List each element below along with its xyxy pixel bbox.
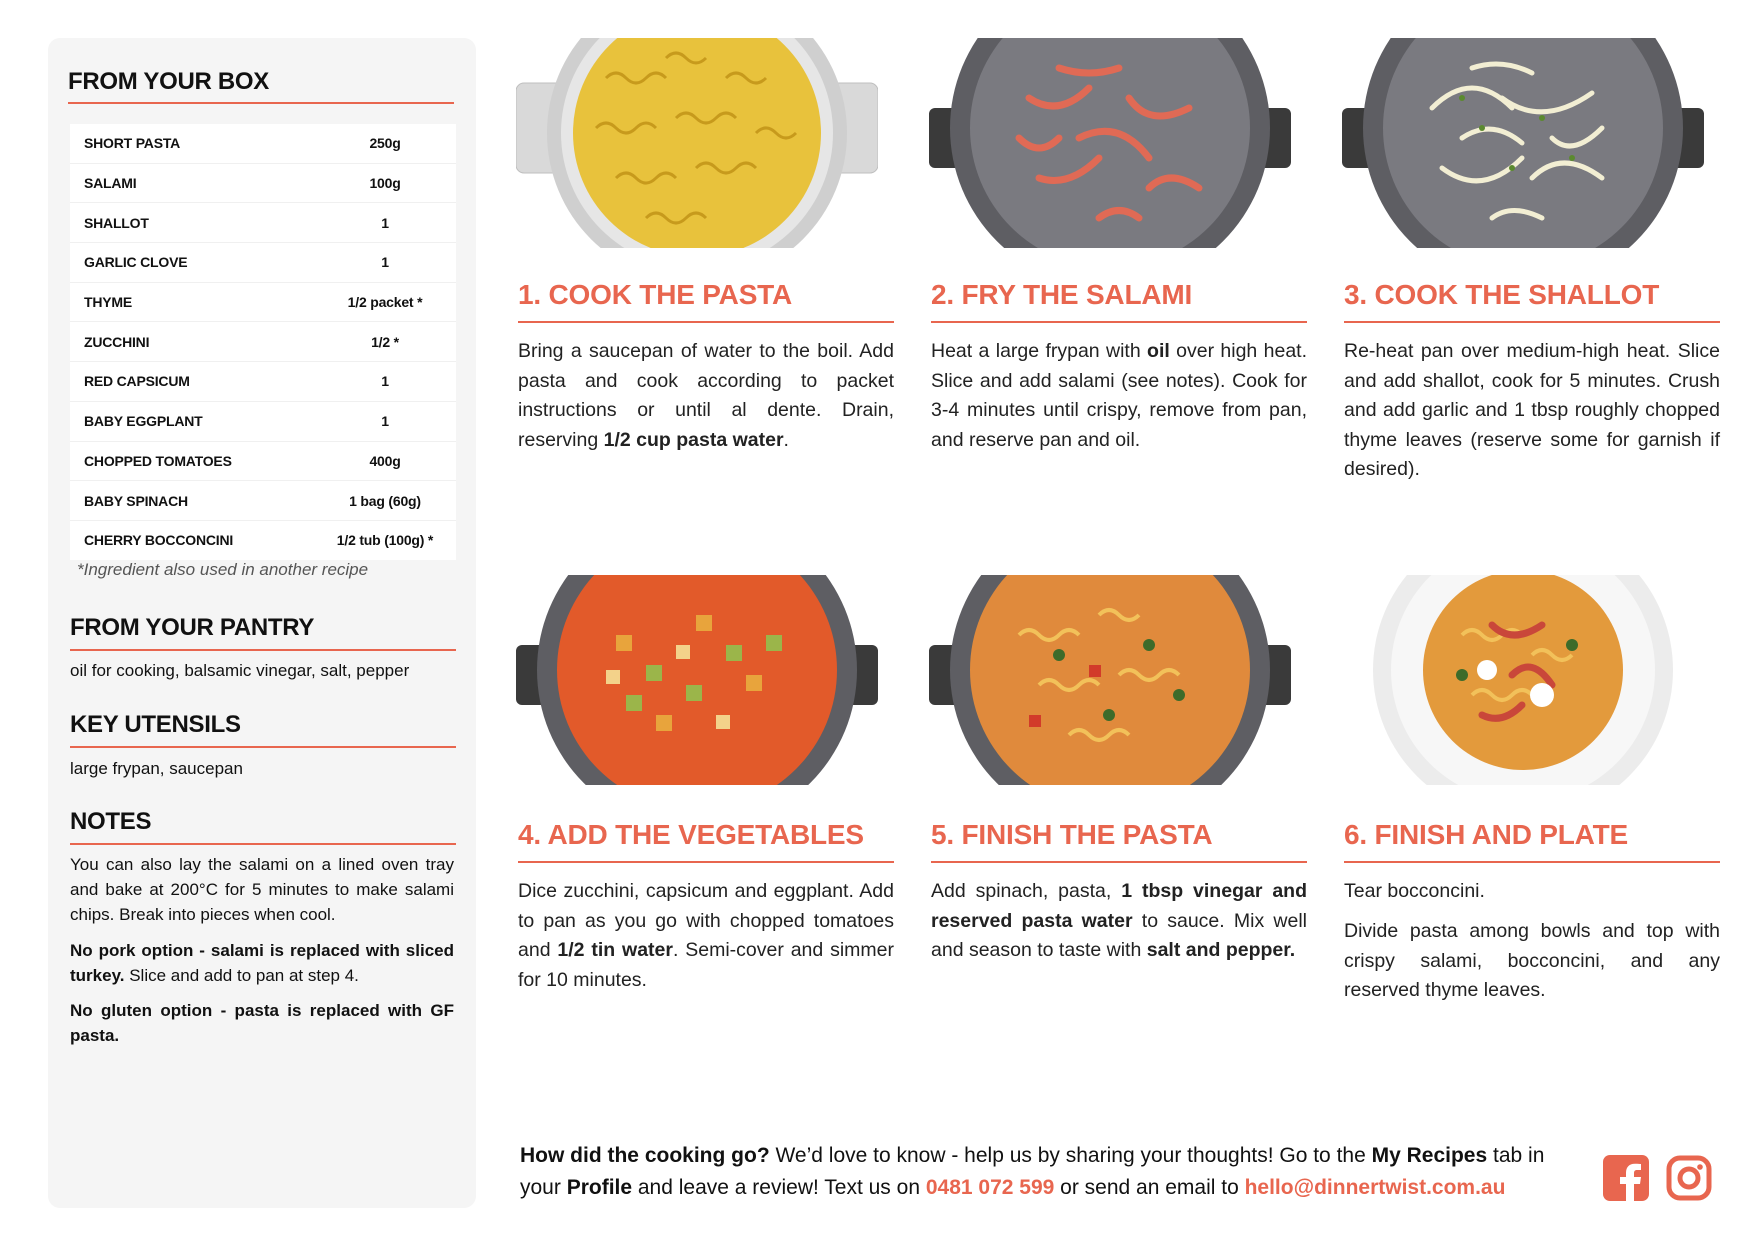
ingredient-name: GARLIC CLOVE (84, 254, 188, 271)
ingredient-row (70, 442, 456, 482)
my-recipes-link[interactable]: My Recipes (1371, 1144, 1488, 1167)
step-3-photo (1342, 38, 1704, 248)
divider (70, 843, 456, 845)
ingredient-row (70, 283, 456, 323)
divider (70, 746, 456, 748)
ingredient-name: SHORT PASTA (84, 135, 181, 152)
ingredient-row (70, 203, 456, 243)
ingredient-qty: 1/2 packet * (347, 294, 423, 311)
from-your-box-heading: FROM YOUR BOX (68, 68, 270, 95)
from-your-pantry-heading: FROM YOUR PANTRY (70, 614, 315, 641)
ingredient-row (70, 124, 456, 164)
ingredient-name: SALAMI (84, 175, 137, 192)
step-text-bold: 1 tbsp vinegar and reserved pasta water (931, 880, 1307, 932)
ingredient-qty: 1 (381, 254, 389, 271)
divider (518, 861, 894, 863)
footer-question: How did the cooking go? (520, 1144, 770, 1167)
step-3-text (1344, 337, 1720, 485)
ingredient-name: CHERRY BOCCONCINI (84, 532, 234, 549)
ingredient-row (70, 164, 456, 204)
step-6-title: 6. FINISH AND PLATE (1344, 819, 1628, 850)
notes-heading: NOTES (70, 808, 152, 835)
ingredient-footnote: *Ingredient also used in another recipe (77, 560, 369, 579)
step-5-title: 5. FINISH THE PASTA (931, 819, 1213, 850)
footer-text: tab in your (520, 1144, 1545, 1199)
notes-bold: No pork option - salami is replaced with sliced turkey. (70, 941, 454, 985)
step-6-text: Tear bocconcini. (1344, 880, 1485, 902)
step-4-title: 4. ADD THE VEGETABLES (518, 819, 864, 850)
email-link[interactable]: hello@dinnertwist.com.au (1244, 1176, 1506, 1199)
step-text-span: over high heat. Slice and add salami (see notes). Cook for 3-4 minutes until crispy, remove from pan, and reserve pan and oil. (931, 340, 1308, 451)
ingredient-qty: 1 (381, 214, 389, 231)
ingredient-qty: 1/2 tub (100g) * (336, 532, 434, 549)
ingredient-name: RED CAPSICUM (84, 373, 190, 390)
step-text-bold: 1/2 cup pasta water (603, 428, 784, 451)
step-text-span: to sauce. Mix well and season to taste with (931, 909, 1308, 961)
step-text-span: Dice zucchini, capsicum and eggplant. Add to pan as you go with chopped tomatoes and (518, 880, 894, 961)
step-5-photo (929, 575, 1291, 785)
profile-link[interactable]: Profile (566, 1176, 633, 1199)
ingredient-row (70, 481, 456, 521)
step-5-text (931, 877, 1307, 966)
ingredient-qty: 250g (369, 135, 401, 152)
ingredient-qty: 400g (369, 452, 401, 469)
ingredient-row (70, 402, 456, 442)
instagram-icon[interactable] (1666, 1155, 1712, 1201)
ingredient-row (70, 243, 456, 283)
ingredient-qty: 1/2 * (371, 333, 399, 350)
footer-text: or send an email to (1054, 1176, 1245, 1199)
divider (1344, 321, 1720, 323)
step-text-bold: 1/2 tin water (557, 939, 673, 961)
step-2-title: 2. FRY THE SALAMI (931, 279, 1193, 310)
notes-paragraph (70, 998, 454, 1048)
ingredient-qty: 100g (369, 175, 401, 192)
ingredient-qty: 1 bag (60g) (349, 492, 421, 509)
divider (68, 102, 454, 104)
step-text-span: . (783, 428, 789, 451)
utensils-text: large frypan, saucepan (70, 759, 243, 778)
step-text-span: Add spinach, pasta, (931, 880, 1122, 902)
step-text-bold: oil (1147, 340, 1170, 362)
ingredient-name: CHOPPED TOMATOES (84, 452, 232, 469)
step-6-text: Divide pasta among bowls and top with crispy salami, bocconcini, and any reserved thyme leaves. (1344, 920, 1720, 1001)
ingredient-qty: 1 (381, 413, 389, 430)
ingredient-name: SHALLOT (84, 214, 149, 231)
divider (931, 861, 1307, 863)
pantry-text: oil for cooking, balsamic vinegar, salt, pepper (70, 661, 410, 680)
step-2-text (931, 337, 1307, 455)
step-2-photo (929, 38, 1291, 248)
ingredients-table (70, 124, 456, 560)
ingredient-name: BABY EGGPLANT (84, 413, 203, 430)
step-1-title: 1. COOK THE PASTA (518, 279, 793, 310)
notes-paragraph (70, 938, 454, 988)
ingredient-name: THYME (84, 294, 133, 311)
ingredient-row (70, 362, 456, 402)
step-text-span: . Semi-cover and simmer for 10 minutes. (518, 939, 894, 991)
footer-text: and leave a review! Text us on (632, 1176, 926, 1199)
notes-text: Slice and add to pan at step 4. (124, 966, 359, 985)
notes-paragraph: You can also lay the salami on a lined oven tray and bake at 200°C for 5 minutes to make salami chips. Break into pieces when cool. (70, 855, 454, 924)
step-6-photo (1342, 575, 1704, 785)
divider (931, 321, 1307, 323)
step-1-photo (516, 38, 878, 248)
step-text-span: Bring a saucepan of water to the boil. Add pasta and cook according to packet instructions or until al dente. Drain, reserving (518, 340, 894, 451)
footer-text: We’d love to know - help us by sharing your thoughts! Go to the (769, 1144, 1372, 1167)
feedback-footer (520, 1140, 1580, 1204)
ingredient-name: ZUCCHINI (84, 333, 150, 350)
divider (70, 649, 456, 651)
step-1-text (518, 337, 894, 455)
step-text-span: Heat a large frypan with (931, 340, 1148, 362)
step-4-text (518, 877, 894, 995)
step-3-title: 3. COOK THE SHALLOT (1344, 279, 1660, 310)
ingredient-name: BABY SPINACH (84, 492, 188, 509)
ingredient-row (70, 521, 456, 560)
phone-link[interactable]: 0481 072 599 (925, 1176, 1055, 1199)
step-4-photo (516, 575, 878, 785)
ingredient-qty: 1 (381, 373, 389, 390)
notes-bold: No gluten option - pasta is replaced with GF pasta. (70, 1001, 454, 1045)
divider (1344, 861, 1720, 863)
step-text-span: Re-heat pan over medium-high heat. Slice and add shallot, cook for 5 minutes. Crush and add garlic and 1 tbsp roughly chopped thyme leaves (reserve some for garnish if desired). (1344, 340, 1720, 480)
ingredient-row (70, 322, 456, 362)
step-text-bold: salt and pepper. (1146, 939, 1296, 961)
key-utensils-heading: KEY UTENSILS (70, 711, 241, 738)
facebook-icon[interactable] (1603, 1155, 1649, 1201)
divider (518, 321, 894, 323)
sidebar (48, 38, 476, 1208)
